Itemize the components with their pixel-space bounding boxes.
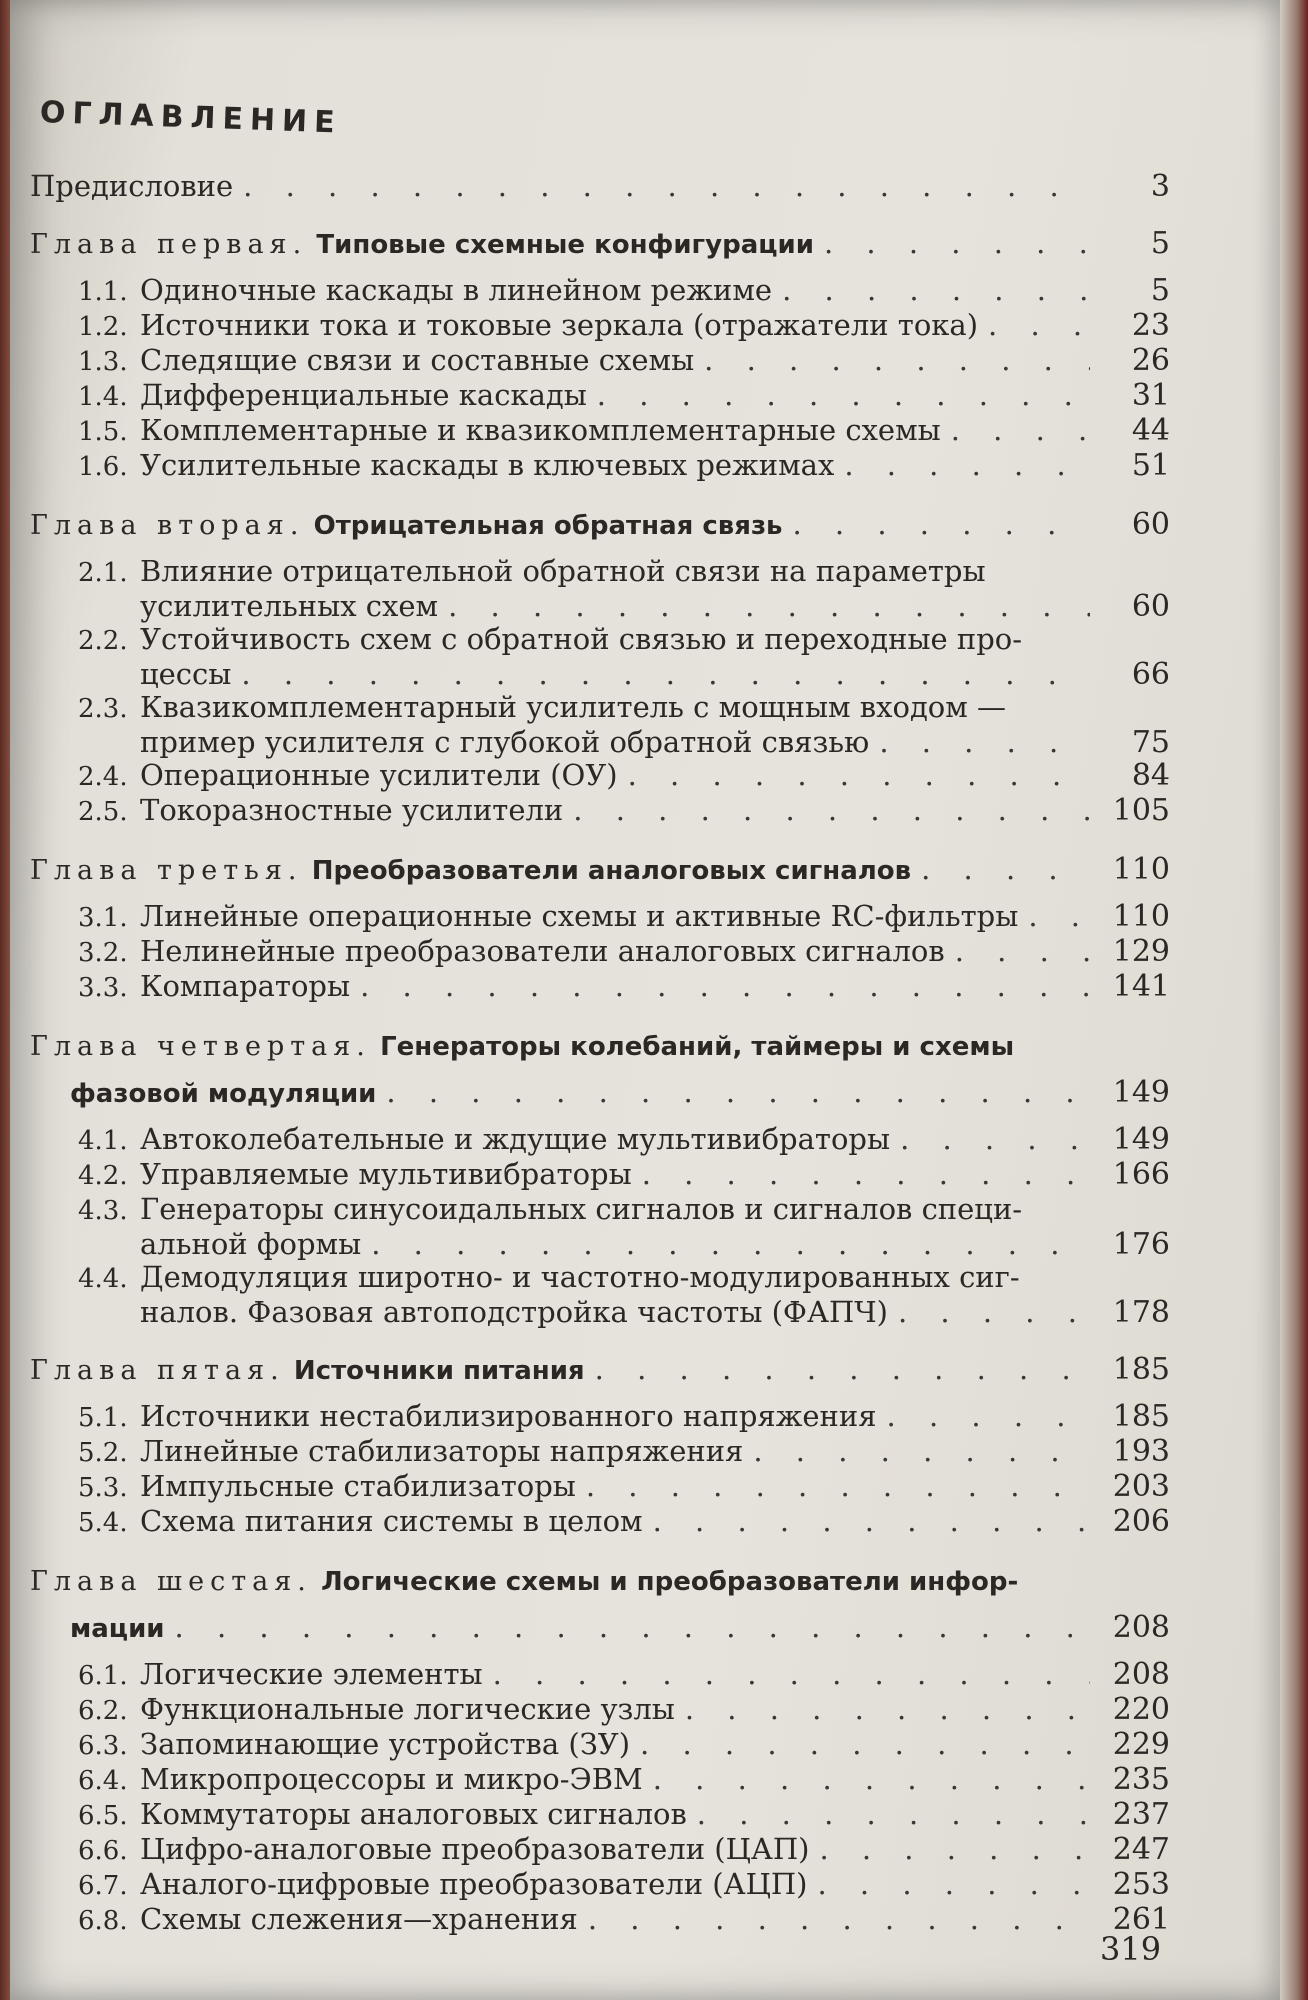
leader-dots bbox=[573, 794, 1090, 827]
section-title: Нелинейные преобразователи аналоговых сигналов bbox=[140, 935, 945, 968]
section-entry bbox=[30, 1833, 1170, 1868]
section-page: 193 bbox=[1112, 1434, 1170, 1469]
section-number: 4.2. bbox=[78, 1161, 128, 1191]
chapter-title: Логические схемы и преобразователи инфор- bbox=[321, 1567, 1019, 1597]
section-entry bbox=[30, 794, 1170, 829]
section-number: 6.2. bbox=[78, 1696, 128, 1726]
section-heading bbox=[78, 449, 834, 484]
chapter-prefix: Глава третья. bbox=[30, 855, 303, 886]
section-page: 129 bbox=[1112, 934, 1170, 969]
toc-heading: ОГЛАВЛЕНИЕ bbox=[39, 95, 343, 141]
section-entry bbox=[30, 970, 1170, 1005]
section-entry bbox=[30, 344, 1170, 379]
section-title: Усилительные каскады в ключевых режимах bbox=[140, 449, 835, 482]
section-page: 203 bbox=[1112, 1469, 1170, 1504]
section-title-continued: альной формы bbox=[140, 1228, 362, 1261]
section-heading bbox=[78, 1505, 643, 1540]
section-title: Схемы слежения—хранения bbox=[140, 1903, 578, 1936]
section-number: 1.2. bbox=[78, 312, 128, 342]
section-entry bbox=[30, 935, 1170, 970]
chapter-entry bbox=[30, 508, 1170, 543]
section-number: 5.3. bbox=[78, 1473, 128, 1503]
leader-dots bbox=[386, 1076, 1090, 1109]
section-heading bbox=[78, 935, 945, 970]
chapter-heading bbox=[30, 853, 911, 888]
section-number: 1.4. bbox=[78, 382, 128, 412]
section-entry bbox=[30, 691, 1170, 726]
section-heading bbox=[78, 1400, 877, 1435]
section-title-continued: пример усилителя с глубокой обратной связью bbox=[140, 726, 870, 759]
leader-dots bbox=[360, 970, 1090, 1003]
chapter-entry bbox=[30, 227, 1170, 262]
leader-dots bbox=[243, 170, 1090, 203]
section-page: 229 bbox=[1112, 1727, 1170, 1762]
section-heading bbox=[78, 1868, 807, 1903]
section-entry bbox=[30, 274, 1170, 309]
section-title: Импульсные стабилизаторы bbox=[140, 1470, 576, 1503]
section-title: Функциональные логические узлы bbox=[140, 1693, 675, 1726]
section-number: 1.6. bbox=[78, 452, 128, 482]
section-page: 84 bbox=[1131, 758, 1170, 793]
leader-dots bbox=[371, 1228, 1090, 1261]
section-heading bbox=[78, 379, 587, 414]
section-heading bbox=[78, 414, 941, 449]
section-heading bbox=[78, 344, 694, 379]
chapter-heading bbox=[30, 508, 783, 543]
section-title: Дифференциальные каскады bbox=[140, 379, 587, 412]
section-page: 149 bbox=[1112, 1122, 1170, 1157]
leader-dots bbox=[697, 1798, 1090, 1831]
chapter-entry bbox=[30, 1564, 1170, 1599]
section-heading bbox=[78, 1261, 1020, 1296]
section-entry-continued bbox=[30, 658, 1170, 691]
section-page: 141 bbox=[1112, 969, 1170, 1004]
leader-dots bbox=[819, 1833, 1090, 1866]
leader-dots bbox=[704, 344, 1090, 377]
section-title: Цифро-аналоговые преобразователи (ЦАП) bbox=[140, 1833, 810, 1866]
chapter-list bbox=[30, 227, 1170, 1938]
chapter-page: 185 bbox=[1112, 1352, 1170, 1387]
chapter-title: Типовые схемные конфигурации bbox=[316, 230, 814, 260]
leader-dots bbox=[241, 658, 1090, 691]
section-entry bbox=[30, 1261, 1170, 1296]
section-heading bbox=[78, 1158, 632, 1193]
section-title: Демодуляция широтно- и частотно-модулированных сиг- bbox=[140, 1261, 1020, 1294]
leader-dots bbox=[628, 759, 1090, 792]
section-heading bbox=[78, 1123, 890, 1158]
section-page: 261 bbox=[1112, 1902, 1170, 1937]
section-heading bbox=[78, 1798, 687, 1833]
section-title: Комплементарные и квазикомплементарные схемы bbox=[140, 414, 941, 447]
section-title: Источники тока и токовые зеркала (отражатели тока) bbox=[140, 309, 979, 342]
page-edge bbox=[1280, 0, 1308, 2000]
section-entry bbox=[30, 759, 1170, 794]
chapter-title: Генераторы колебаний, таймеры и схемы bbox=[380, 1032, 1015, 1062]
section-entry bbox=[30, 414, 1170, 449]
chapter-title: Источники питания bbox=[293, 1356, 585, 1386]
section-entry bbox=[30, 1400, 1170, 1435]
leader-dots bbox=[493, 1658, 1090, 1691]
section-number: 5.2. bbox=[78, 1438, 128, 1468]
preface-entry bbox=[30, 170, 1170, 203]
chapter-page: 5 bbox=[1150, 226, 1170, 261]
section-page: 75 bbox=[1131, 725, 1170, 760]
section-title: Источники нестабилизированного напряжения bbox=[140, 1400, 877, 1433]
section-heading bbox=[78, 1693, 675, 1728]
section-title: Схема питания системы в целом bbox=[140, 1505, 643, 1538]
section-entry bbox=[30, 1903, 1170, 1938]
section-number: 6.1. bbox=[78, 1661, 128, 1691]
section-page: 105 bbox=[1112, 793, 1170, 828]
leader-dots bbox=[879, 726, 1090, 759]
section-entry bbox=[30, 555, 1170, 590]
section-title: Генераторы синусоидальных сигналов и сигналов специ- bbox=[140, 1193, 1023, 1226]
section-number: 2.3. bbox=[78, 694, 128, 724]
section-entry-continued bbox=[30, 1228, 1170, 1261]
book-page bbox=[10, 0, 1280, 2000]
section-heading bbox=[78, 1763, 643, 1798]
section-number: 5.1. bbox=[78, 1403, 128, 1433]
section-title-continued: усилительных схем bbox=[140, 590, 439, 623]
section-number: 6.4. bbox=[78, 1766, 128, 1796]
section-number: 3.1. bbox=[78, 903, 128, 933]
chapter-heading bbox=[30, 227, 814, 262]
section-page: 66 bbox=[1131, 657, 1170, 692]
chapter-entry bbox=[30, 853, 1170, 888]
chapter-heading bbox=[30, 1564, 1018, 1599]
section-number: 4.3. bbox=[78, 1196, 128, 1226]
section-heading bbox=[78, 555, 986, 590]
section-entry bbox=[30, 1798, 1170, 1833]
chapter-prefix: Глава первая. bbox=[30, 229, 308, 260]
section-heading bbox=[78, 1833, 809, 1868]
section-number: 4.1. bbox=[78, 1126, 128, 1156]
leader-dots bbox=[782, 274, 1090, 307]
section-page: 31 bbox=[1131, 378, 1170, 413]
section-title: Логические элементы bbox=[140, 1658, 483, 1691]
chapter-entry bbox=[30, 1353, 1170, 1388]
section-heading bbox=[78, 1435, 743, 1470]
section-page: 235 bbox=[1112, 1762, 1170, 1797]
chapter-title: Преобразователи аналоговых сигналов bbox=[311, 856, 912, 886]
section-page: 60 bbox=[1131, 589, 1170, 624]
chapter-prefix: Глава шестая. bbox=[30, 1566, 312, 1597]
section-number: 1.3. bbox=[78, 347, 128, 377]
section-page: 208 bbox=[1112, 1657, 1170, 1692]
section-entry bbox=[30, 449, 1170, 484]
section-title: Запоминающие устройства (ЗУ) bbox=[140, 1728, 631, 1761]
section-page: 51 bbox=[1131, 448, 1170, 483]
section-number: 6.3. bbox=[78, 1731, 128, 1761]
leader-dots bbox=[595, 1353, 1090, 1386]
section-page: 176 bbox=[1112, 1227, 1170, 1262]
section-entry bbox=[30, 1435, 1170, 1470]
chapter-entry bbox=[30, 1029, 1170, 1064]
section-entry bbox=[30, 1728, 1170, 1763]
section-number: 5.4. bbox=[78, 1508, 128, 1538]
leader-dots bbox=[448, 590, 1090, 623]
section-page: 178 bbox=[1112, 1295, 1170, 1330]
section-entry bbox=[30, 1505, 1170, 1540]
leader-dots bbox=[955, 935, 1090, 968]
section-page: 166 bbox=[1112, 1157, 1170, 1192]
section-entry-continued bbox=[30, 590, 1170, 623]
section-heading bbox=[78, 274, 772, 309]
section-page: 26 bbox=[1131, 343, 1170, 378]
section-title: Коммутаторы аналоговых сигналов bbox=[140, 1798, 687, 1831]
leader-dots bbox=[887, 1400, 1090, 1433]
chapter-prefix: Глава пятая. bbox=[30, 1355, 285, 1386]
section-heading bbox=[78, 1193, 1022, 1228]
leader-dots bbox=[898, 1296, 1090, 1329]
section-entry bbox=[30, 379, 1170, 414]
chapter-title-continued: фазовой модуляции bbox=[70, 1079, 377, 1109]
section-entry bbox=[30, 1868, 1170, 1903]
leader-dots bbox=[988, 309, 1090, 342]
section-entry bbox=[30, 309, 1170, 344]
chapter-heading bbox=[30, 1353, 585, 1388]
section-entry bbox=[30, 1658, 1170, 1693]
leader-dots bbox=[951, 414, 1090, 447]
section-title: Операционные усилители (ОУ) bbox=[140, 759, 618, 792]
chapter-prefix: Глава четвертая. bbox=[30, 1031, 371, 1062]
leader-dots bbox=[817, 1868, 1090, 1901]
section-heading bbox=[78, 794, 563, 829]
section-title: Аналого-цифровые преобразователи (АЦП) bbox=[140, 1868, 808, 1901]
leader-dots bbox=[586, 1470, 1090, 1503]
section-number: 6.5. bbox=[78, 1801, 128, 1831]
leader-dots bbox=[753, 1435, 1090, 1468]
section-title-continued: налов. Фазовая автоподстройка частоты (ФАПЧ) bbox=[140, 1296, 888, 1329]
chapter-page: 110 bbox=[1112, 852, 1170, 887]
chapter-page: 208 bbox=[1112, 1610, 1170, 1645]
section-title: Следящие связи и составные схемы bbox=[140, 344, 695, 377]
leader-dots bbox=[824, 227, 1090, 260]
section-page: 110 bbox=[1112, 899, 1170, 934]
section-number: 2.4. bbox=[78, 762, 128, 792]
leader-dots bbox=[685, 1693, 1090, 1726]
section-entry bbox=[30, 900, 1170, 935]
section-number: 2.5. bbox=[78, 797, 128, 827]
section-heading bbox=[78, 1728, 630, 1763]
chapter-page: 149 bbox=[1112, 1075, 1170, 1110]
chapter-prefix: Глава вторая. bbox=[30, 510, 305, 541]
section-heading bbox=[78, 691, 1006, 726]
section-number: 2.2. bbox=[78, 626, 128, 656]
section-page: 206 bbox=[1112, 1504, 1170, 1539]
table-of-contents bbox=[30, 95, 1170, 1938]
section-number: 4.4. bbox=[78, 1264, 128, 1294]
leader-dots bbox=[597, 379, 1090, 412]
section-heading bbox=[78, 1470, 576, 1505]
leader-dots bbox=[175, 1611, 1090, 1644]
chapter-heading bbox=[30, 1029, 1014, 1064]
section-entry bbox=[30, 1123, 1170, 1158]
section-entry-continued bbox=[30, 1296, 1170, 1329]
section-heading bbox=[78, 1658, 483, 1693]
preface-title: Предисловие bbox=[30, 170, 234, 203]
section-title: Управляемые мультивибраторы bbox=[140, 1158, 632, 1191]
leader-dots bbox=[640, 1728, 1090, 1761]
chapter-title: Отрицательная обратная связь bbox=[313, 511, 783, 541]
chapter-entry-continued bbox=[30, 1611, 1170, 1646]
section-heading bbox=[78, 759, 618, 794]
section-heading bbox=[78, 309, 978, 344]
section-number: 6.8. bbox=[78, 1906, 128, 1936]
section-heading bbox=[78, 900, 1018, 935]
section-page: 220 bbox=[1112, 1692, 1170, 1727]
section-heading bbox=[78, 970, 350, 1005]
section-number: 3.2. bbox=[78, 938, 128, 968]
section-title: Линейные стабилизаторы напряжения bbox=[140, 1435, 744, 1468]
section-number: 2.1. bbox=[78, 558, 128, 588]
leader-dots bbox=[588, 1903, 1090, 1936]
section-entry-continued bbox=[30, 726, 1170, 759]
leader-dots bbox=[653, 1763, 1090, 1796]
preface-page: 3 bbox=[1150, 169, 1170, 204]
section-title: Токоразностные усилители bbox=[140, 794, 564, 827]
section-title: Одиночные каскады в линейном режиме bbox=[140, 274, 773, 307]
section-entry bbox=[30, 1763, 1170, 1798]
chapter-page: 60 bbox=[1131, 507, 1170, 542]
section-page: 44 bbox=[1131, 413, 1170, 448]
leader-dots bbox=[1028, 900, 1090, 933]
section-title: Квазикомплементарный усилитель с мощным входом — bbox=[140, 691, 1007, 724]
section-entry bbox=[30, 1470, 1170, 1505]
page-folio: 319 bbox=[1100, 1930, 1162, 1968]
section-page: 5 bbox=[1150, 273, 1170, 308]
section-number: 6.6. bbox=[78, 1836, 128, 1866]
section-number: 3.3. bbox=[78, 973, 128, 1003]
section-title: Компараторы bbox=[140, 970, 351, 1003]
section-number: 6.7. bbox=[78, 1871, 128, 1901]
section-title: Влияние отрицательной обратной связи на параметры bbox=[140, 555, 986, 588]
section-entry bbox=[30, 1693, 1170, 1728]
section-page: 253 bbox=[1112, 1867, 1170, 1902]
section-page: 185 bbox=[1112, 1399, 1170, 1434]
leader-dots bbox=[844, 449, 1090, 482]
section-number: 1.5. bbox=[78, 417, 128, 447]
leader-dots bbox=[653, 1505, 1090, 1538]
chapter-title-continued: мации bbox=[70, 1614, 165, 1644]
leader-dots bbox=[793, 508, 1091, 541]
section-title: Линейные операционные схемы и активные RC-фильтры bbox=[140, 900, 1019, 933]
section-title: Микропроцессоры и микро-ЭВМ bbox=[140, 1763, 643, 1796]
section-title-continued: цессы bbox=[140, 658, 232, 691]
section-page: 247 bbox=[1112, 1832, 1170, 1867]
section-page: 237 bbox=[1112, 1797, 1170, 1832]
section-title: Автоколебательные и ждущие мультивибраторы bbox=[140, 1123, 891, 1156]
section-page: 23 bbox=[1131, 308, 1170, 343]
section-entry bbox=[30, 1193, 1170, 1228]
section-number: 1.1. bbox=[78, 277, 128, 307]
section-heading bbox=[78, 1903, 578, 1938]
section-entry bbox=[30, 623, 1170, 658]
section-heading bbox=[78, 623, 1022, 658]
leader-dots bbox=[642, 1158, 1090, 1191]
leader-dots bbox=[900, 1123, 1090, 1156]
leader-dots bbox=[921, 853, 1090, 886]
section-title: Устойчивость схем с обратной связью и переходные про- bbox=[140, 623, 1023, 656]
section-entry bbox=[30, 1158, 1170, 1193]
chapter-entry-continued bbox=[30, 1076, 1170, 1111]
